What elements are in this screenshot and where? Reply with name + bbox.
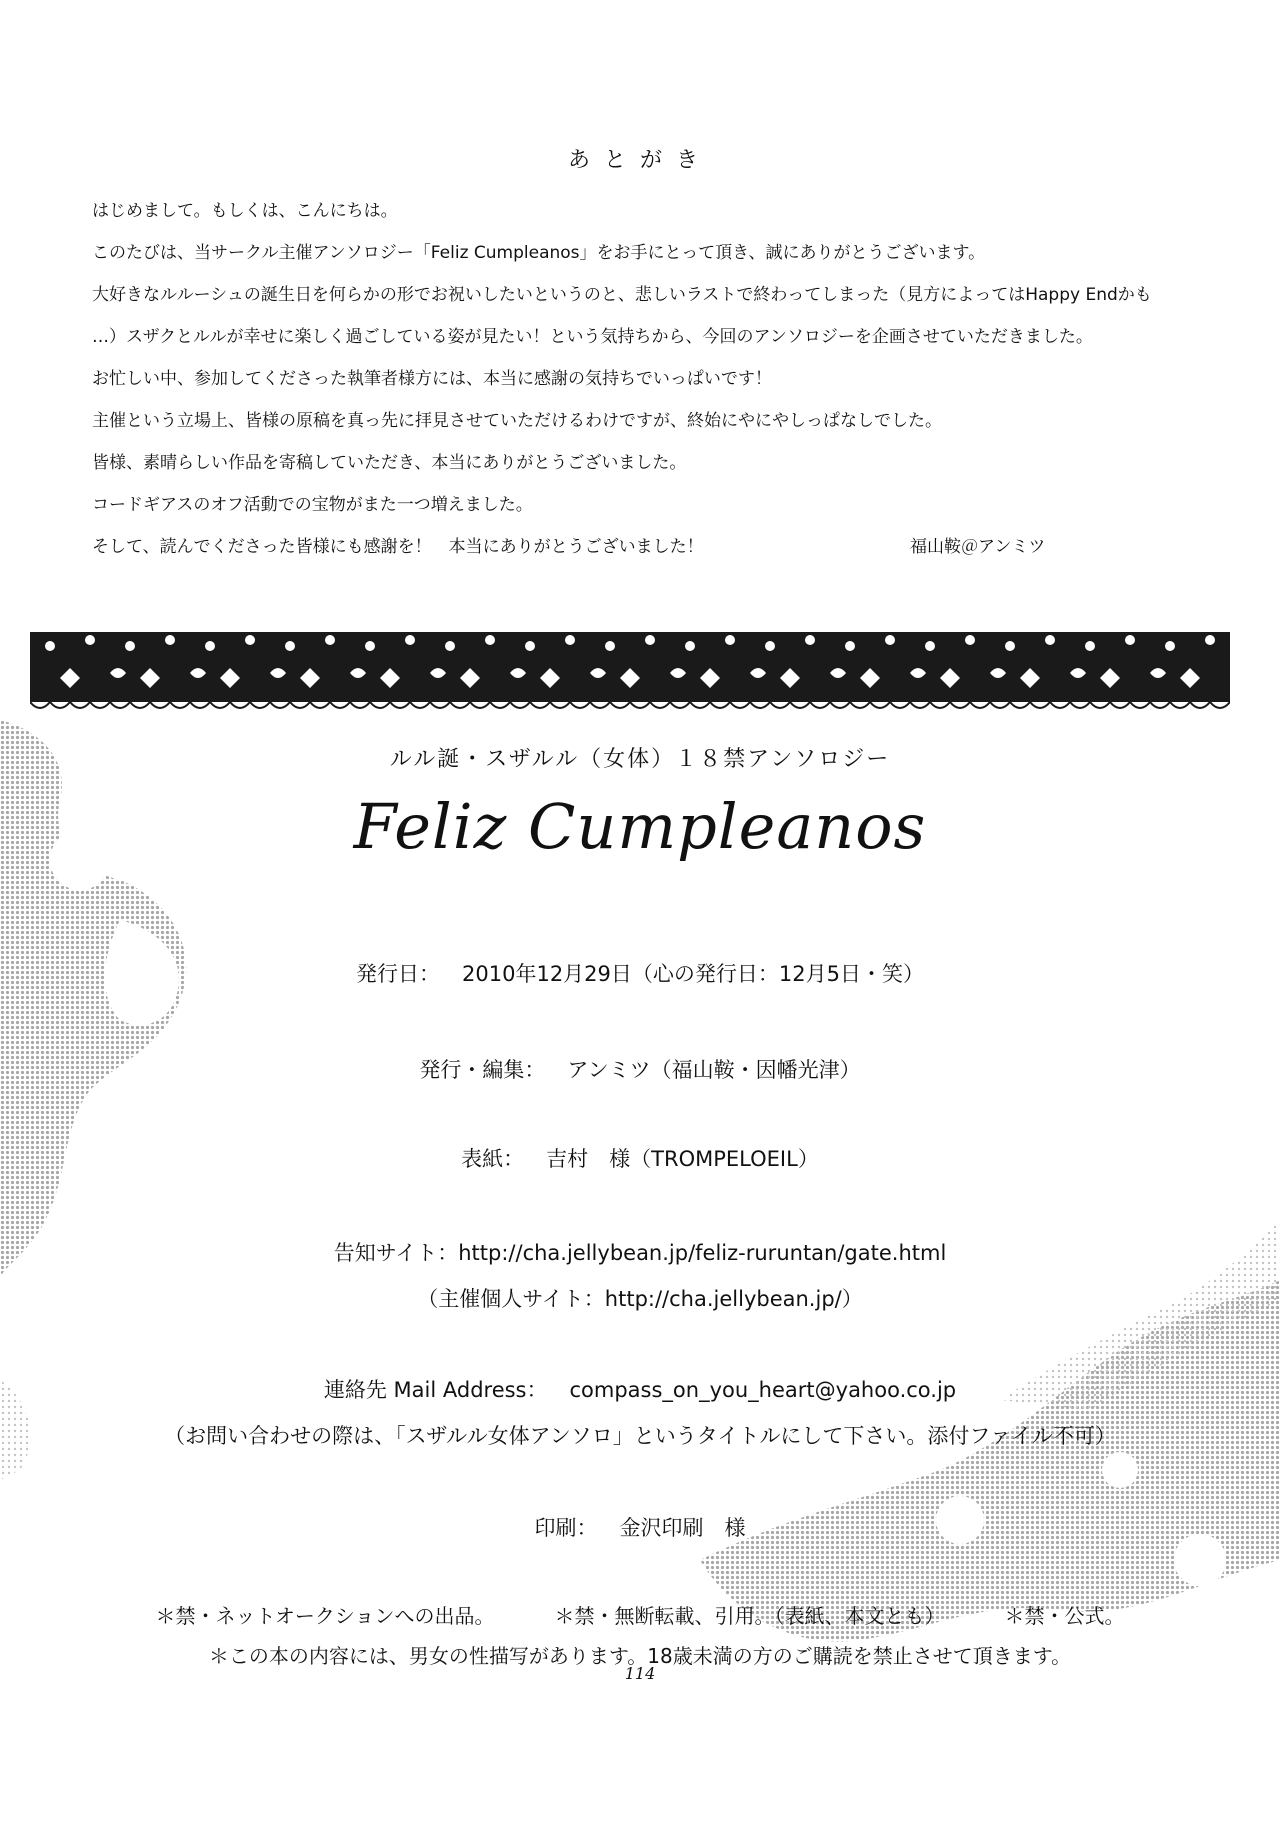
announcement-site-url[interactable]: http://cha.jellybean.jp/feliz-ruruntan/gate.html — [458, 1241, 947, 1265]
publisher-label: 発行・編集： — [419, 1058, 546, 1082]
cover-artist-value: 吉村 様（TROMPELOEIL） — [546, 1147, 819, 1171]
notice-no-auction: ＊禁・ネットオークションへの出品。 — [155, 1604, 495, 1628]
afterword-body — [92, 190, 1192, 568]
contact-note: （お問い合わせの際は、「スザルル女体アンソロ」というタイトルにして下さい。添付ファイル不可） — [164, 1424, 1116, 1448]
cover-artist-label: 表紙： — [461, 1147, 525, 1171]
contact-row — [0, 1374, 1280, 1404]
afterword-line: このたびは、当サークル主催アンソロジー「Feliz Cumpleanos」をお手にとって頂き、誠にありがとうございます。 — [92, 243, 986, 263]
issue-date-row — [0, 958, 1280, 988]
publisher-value: アンミツ（福山鞍・因幡光津） — [567, 1058, 861, 1082]
afterword-closing-line — [92, 526, 1192, 568]
afterword-closing-text: そして、読んでくださった皆様にも感謝を！ 本当にありがとうございました！ — [92, 537, 704, 557]
publisher-row — [0, 1054, 1280, 1084]
issue-date-label: 発行日： — [356, 962, 441, 986]
issue-date-value: 2010年12月29日（心の発行日：12月5日・笑） — [462, 962, 924, 986]
notice-adult-content: ＊この本の内容には、男女の性描写があります。18歳未満の方のご購読を禁止させて頂きます。 — [208, 1644, 1072, 1668]
afterword-line: 大好きなルルーシュの誕生日を何らかの形でお祝いしたいというのと、悲しいラストで終わってしまった（見方によってはHappy Endかも — [92, 285, 1152, 305]
printer-value: 金沢印刷 様 — [619, 1516, 746, 1540]
printer-label: 印刷： — [534, 1516, 598, 1540]
notice-no-official: ＊禁・公式。 — [1004, 1604, 1125, 1628]
page-number: 114 — [624, 1664, 656, 1683]
contact-label: 連絡先 Mail Address： — [323, 1378, 548, 1402]
anthology-subtitle: ルル誕・スザルル（女体）１８禁アンソロジー — [389, 747, 891, 772]
afterword-line: コードギアスのオフ活動での宝物がまた一つ増えました。 — [92, 495, 533, 515]
notice-no-reprint: ＊禁・無断転載、引用。（表紙、本文とも） — [554, 1604, 945, 1628]
cover-artist-row — [0, 1143, 1280, 1173]
afterword-line: 皆様、素晴らしい作品を寄稿していただき、本当にありがとうございました。 — [92, 453, 687, 473]
afterword-title: あとがき — [567, 148, 712, 173]
anthology-title: Feliz Cumpleanos — [353, 790, 927, 863]
personal-site-line[interactable]: （主催個人サイト：http://cha.jellybean.jp/） — [417, 1287, 863, 1311]
afterword-line: お忙しい中、参加してくださった執筆者様方には、本当に感謝の気持ちでいっぱいです！ — [92, 369, 772, 389]
afterword-line: はじめまして。もしくは、こんにちは。 — [92, 201, 398, 221]
printer-row — [0, 1512, 1280, 1542]
afterword-signature: 福山鞍＠アンミツ — [910, 537, 1046, 557]
announcement-site-row — [0, 1237, 1280, 1267]
afterword-line: …）スザクとルルが幸せに楽しく過ごしている姿が見たい！という気持ちから、今回のアンソロジーを企画させていただきました。 — [92, 327, 1093, 347]
announcement-site-label: 告知サイト： — [333, 1241, 459, 1265]
afterword-line: 主催という立場上、皆様の原稿を真っ先に拝見させていただけるわけですが、終始にやにやしっぱなしでした。 — [92, 411, 942, 431]
prohibition-notices — [0, 1600, 1280, 1629]
contact-email[interactable]: compass_on_you_heart@yahoo.co.jp — [569, 1378, 957, 1402]
